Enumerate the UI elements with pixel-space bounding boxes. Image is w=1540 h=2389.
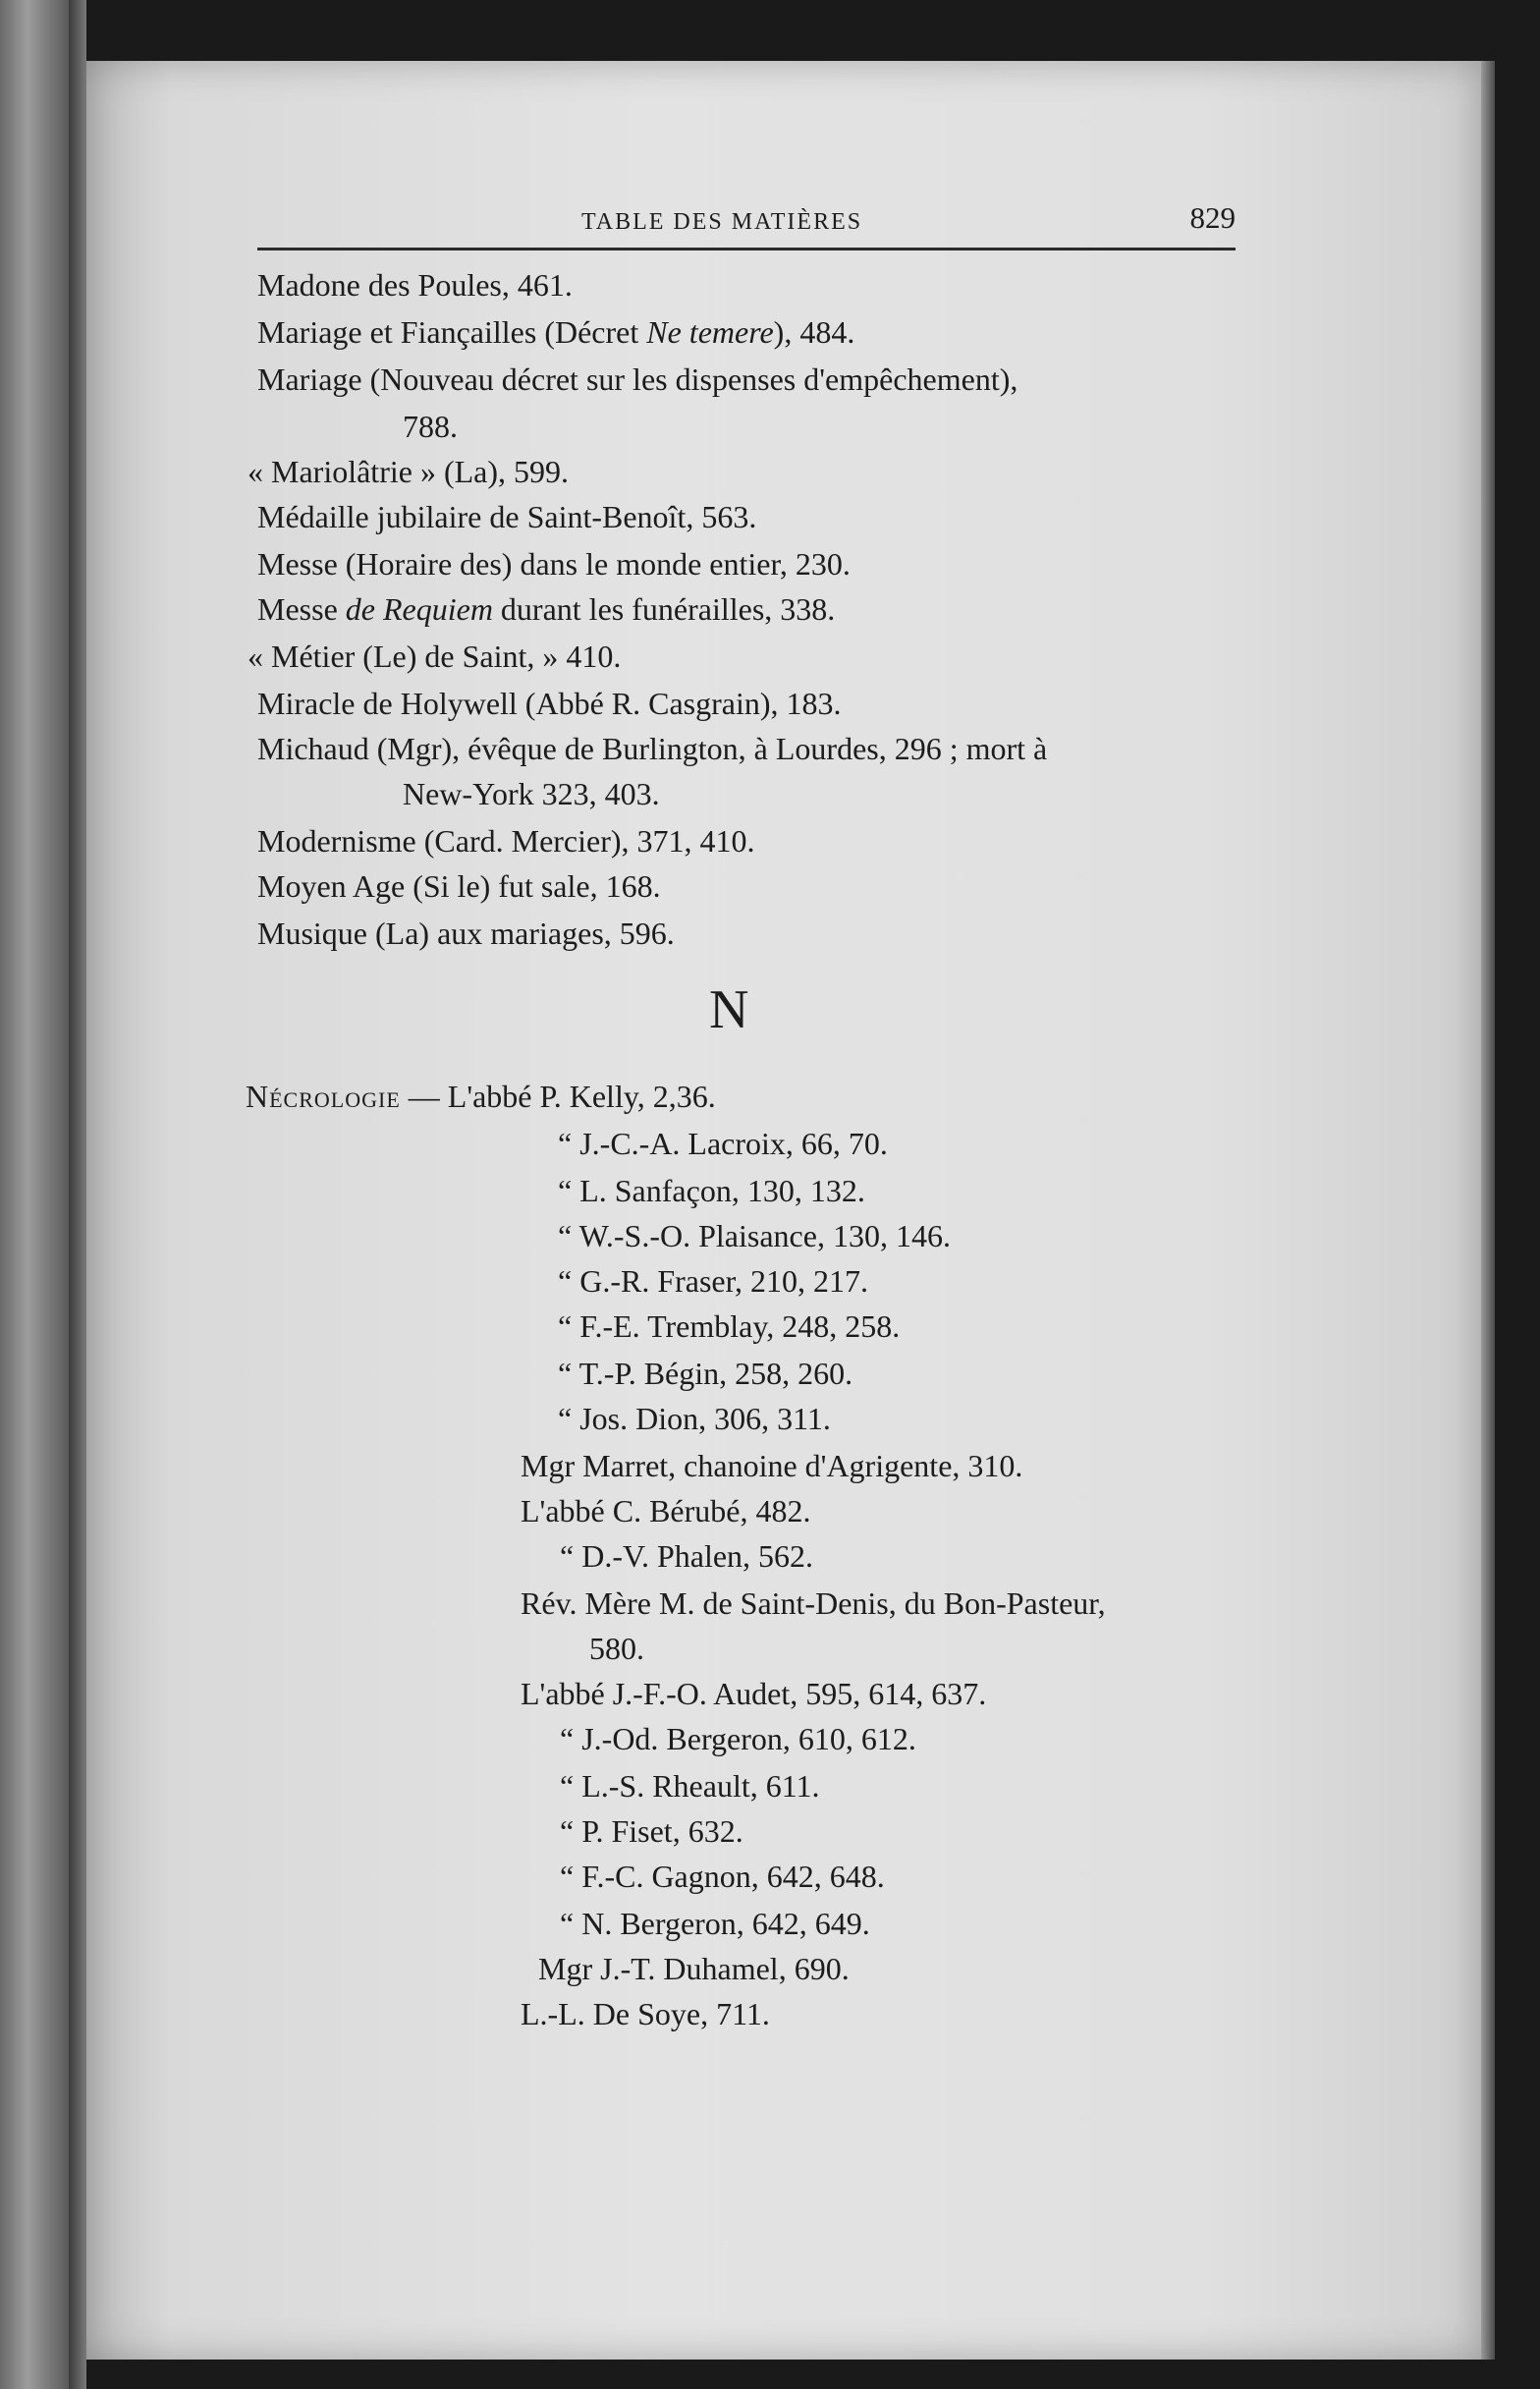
index-entry: « Mariolâtrie » (La), 599.: [248, 454, 569, 489]
index-entry: Messe (Horaire des) dans le monde entier, 230.: [257, 546, 851, 582]
index-entry-continuation: 788.: [403, 409, 458, 444]
necrologie-entry: “ J.-Od. Bergeron, 610, 612.: [560, 1721, 916, 1756]
index-entry: Miracle de Holywell (Abbé R. Casgrain), 183.: [257, 686, 842, 721]
facing-page-edge: [0, 0, 69, 2389]
necrologie-entry: “ F.-E. Tremblay, 248, 258.: [558, 1308, 901, 1344]
necrologie-entry: L.-L. De Soye, 711.: [521, 1996, 770, 2031]
index-entry: Moyen Age (Si le) fut sale, 168.: [257, 868, 661, 904]
necrologie-entry: “ F.-C. Gagnon, 642, 648.: [560, 1859, 885, 1894]
necrologie-entry: “ Jos. Dion, 306, 311.: [558, 1401, 831, 1436]
index-entry: Mariage (Nouveau décret sur les dispenses d'empêchement),: [257, 361, 1018, 397]
index-entry: Michaud (Mgr), évêque de Burlington, à Lourdes, 296 ; mort à: [257, 731, 1048, 766]
necrologie-dash: —: [408, 1079, 440, 1114]
book-page: [86, 61, 1481, 2360]
necrologie-entry: “ N. Bergeron, 642, 649.: [560, 1906, 870, 1941]
section-letter: N: [709, 979, 749, 1040]
necrologie-entry: “ J.-C.-A. Lacroix, 66, 70.: [558, 1126, 888, 1161]
necrologie-entry: Mgr J.-T. Duhamel, 690.: [538, 1951, 850, 1986]
necrologie-entry: “ G.-R. Fraser, 210, 217.: [558, 1263, 868, 1299]
index-entry: Madone des Poules, 461.: [257, 267, 573, 303]
necrologie-entry: Rév. Mère M. de Saint-Denis, du Bon-Pasteur,: [521, 1585, 1106, 1621]
index-entry: Messe de Requiem durant les funérailles, 338.: [257, 591, 836, 627]
index-entry: Mariage et Fiançailles (Décret Ne temere), 484.: [257, 314, 855, 350]
necrologie-entry: L'abbé J.-F.-O. Audet, 595, 614, 637.: [521, 1676, 987, 1711]
index-entry: Modernisme (Card. Mercier), 371, 410.: [257, 823, 755, 859]
necrologie-heading-line: [246, 1077, 716, 1116]
index-entry: « Métier (Le) de Saint, » 410.: [248, 639, 622, 674]
header-rule: [257, 248, 1236, 250]
index-entry: Musique (La) aux mariages, 596.: [257, 916, 675, 951]
necrologie-entry: “ D.-V. Phalen, 562.: [560, 1538, 814, 1574]
running-head: TABLE DES MATIÈRES: [581, 209, 863, 235]
necrologie-entry: “ P. Fiset, 632.: [560, 1813, 743, 1849]
index-entry-continuation: New-York 323, 403.: [403, 776, 660, 811]
necrologie-entry: “ L. Sanfaçon, 130, 132.: [558, 1173, 865, 1208]
necrologie-entry: Mgr Marret, chanoine d'Agrigente, 310.: [521, 1448, 1023, 1483]
necrologie-entry: “ L.-S. Rheault, 611.: [560, 1768, 820, 1804]
necrologie-entry: L'abbé C. Bérubé, 482.: [521, 1493, 811, 1528]
necrologie-entry: L'abbé P. Kelly, 2,36.: [447, 1079, 716, 1114]
page-number: 829: [1189, 200, 1236, 235]
necrologie-entry-continuation: 580.: [589, 1631, 644, 1666]
book-gutter: [69, 0, 86, 2389]
necrologie-entry: “ W.-S.-O. Plaisance, 130, 146.: [558, 1218, 951, 1253]
page-header: [257, 193, 1236, 236]
page-edge-shadow: [1481, 61, 1495, 2360]
necrologie-heading: Nécrologie: [246, 1079, 401, 1114]
necrologie-entry: “ T.-P. Bégin, 258, 260.: [558, 1356, 853, 1391]
index-entry: Médaille jubilaire de Saint-Benoît, 563.: [257, 499, 757, 534]
